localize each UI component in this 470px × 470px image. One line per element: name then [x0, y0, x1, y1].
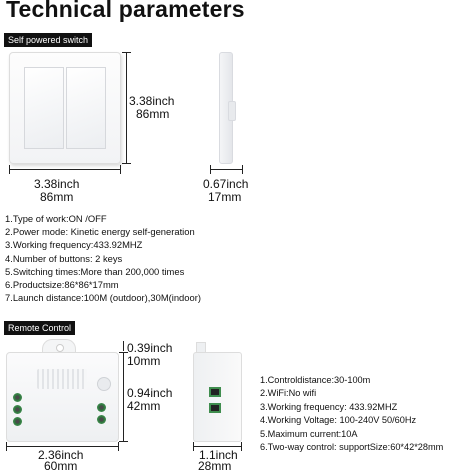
dimension-tick: [122, 163, 131, 164]
side-depth-inch: 0.67inch: [203, 177, 249, 191]
side-depth-mm: 17mm: [208, 190, 242, 204]
dimension-tick: [120, 165, 121, 174]
screw-terminal-icon: [97, 403, 106, 412]
front-height-inch: 3.38inch: [129, 94, 175, 108]
spec-item: 4.Number of buttons: 2 keys: [5, 252, 123, 264]
side-width-mm: 28mm: [198, 459, 232, 470]
switch-spec-list: [5, 212, 201, 304]
dimension-line: [6, 446, 119, 447]
dimension-tick: [9, 165, 10, 174]
switch-rocker-left: [24, 67, 64, 149]
dimension-tick: [6, 442, 7, 451]
module-width-mm: 60mm: [44, 459, 78, 470]
dimension-line: [123, 353, 124, 441]
body-height-inch: 0.94inch: [127, 386, 173, 400]
body-height-mm: 42mm: [127, 399, 161, 413]
spec-item: 2.Power mode: Kinetic energy self-generation: [5, 226, 195, 238]
dimension-tick: [210, 165, 211, 174]
switch-front-image: [9, 52, 121, 164]
dimension-line: [193, 446, 242, 447]
module-width-inch: 2.36inch: [38, 448, 84, 462]
spec-item: 3.Working frequency: 433.92MHZ: [260, 401, 398, 412]
screw-terminal-icon: [97, 415, 106, 424]
section-label-self-powered-switch: Self powered switch: [4, 33, 92, 47]
remote-spec-list: [260, 374, 443, 454]
receiver-module-image: [6, 352, 119, 442]
tab-height-mm: 10mm: [127, 354, 161, 368]
dimension-tick: [119, 441, 128, 442]
dimension-line: [123, 341, 124, 351]
dimension-line: [9, 169, 121, 170]
spec-item: 7.Launch distance:100M (outdoor),30M(indoor): [5, 292, 201, 304]
receiver-vent: [37, 369, 87, 389]
switch-rocker-right: [66, 67, 106, 149]
tab-height-inch: 0.39inch: [127, 341, 173, 355]
dimension-tick: [122, 52, 131, 53]
front-width-inch: 3.38inch: [34, 177, 80, 191]
spec-item: 6.Two-way control: supportSize:60*42*28mm: [260, 442, 444, 453]
spec-item: 1.Controldistance:30-100m: [260, 375, 371, 385]
section-label-remote-control: Remote Control: [4, 321, 75, 335]
spec-item: 2.WiFi:No wifi: [260, 388, 317, 399]
spec-item: 5.Maximum current:10A: [260, 428, 358, 439]
screw-terminal-icon: [13, 405, 22, 414]
front-width-mm: 86mm: [40, 190, 74, 204]
spec-item: 5.Switching times:More than 200,000 times: [5, 265, 185, 277]
spec-item: 6.Productsize:86*86*17mm: [5, 279, 119, 291]
dimension-tick: [118, 442, 119, 451]
receiver-side-image: [193, 352, 242, 442]
spec-item: 1.Type of work:ON /OFF: [5, 213, 107, 224]
switch-side-image: [219, 52, 233, 164]
page-title: Technical parameters: [6, 0, 245, 22]
dimension-line: [210, 169, 243, 170]
screw-terminal-icon: [13, 417, 22, 426]
dimension-tick: [193, 442, 194, 451]
side-width-inch: 1.1inch: [199, 448, 238, 462]
terminal-slot-icon: [209, 387, 221, 397]
spec-item: 4.Working Voltage: 100-240V 50/60Hz: [260, 415, 417, 426]
dimension-line: [126, 52, 127, 164]
spec-item: 3.Working frequency:433.92MHZ: [5, 239, 143, 251]
dimension-tick: [241, 442, 242, 451]
receiver-button: [97, 377, 111, 391]
terminal-slot-icon: [209, 403, 221, 413]
dimension-tick: [242, 165, 243, 174]
front-height-mm: 86mm: [136, 107, 170, 121]
screw-terminal-icon: [13, 393, 22, 402]
